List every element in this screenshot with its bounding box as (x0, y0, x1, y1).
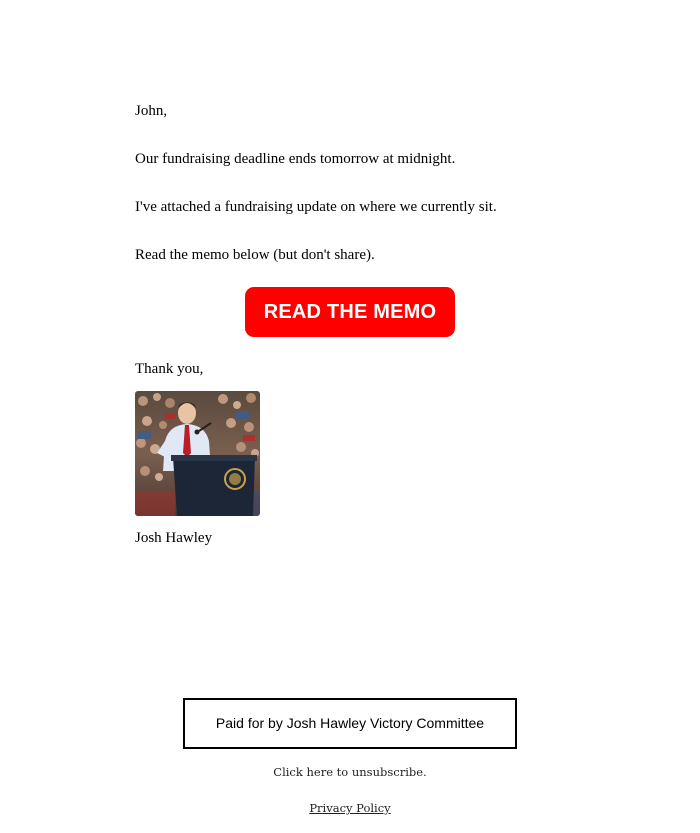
paragraph-memo: Read the memo below (but don't share). (135, 247, 375, 263)
paragraph-deadline: Our fundraising deadline ends tomorrow at midnight. (135, 151, 456, 167)
privacy-line (0, 800, 700, 816)
closing: Thank you, (135, 361, 204, 377)
unsubscribe-link[interactable]: Click here to unsubscribe. (273, 765, 427, 779)
candidate-at-podium-photo-icon (135, 391, 260, 516)
read-memo-button[interactable]: READ THE MEMO (245, 287, 455, 337)
signature: Josh Hawley (135, 530, 213, 546)
paid-for-disclaimer: Paid for by Josh Hawley Victory Committee (183, 698, 517, 749)
paragraph-update: I've attached a fundraising update on where we currently sit. (135, 199, 497, 215)
cta-container (245, 287, 455, 337)
candidate-photo (135, 391, 260, 516)
privacy-policy-link[interactable]: Privacy Policy (309, 801, 391, 815)
greeting: John, (135, 103, 168, 119)
unsubscribe-line (0, 764, 700, 780)
